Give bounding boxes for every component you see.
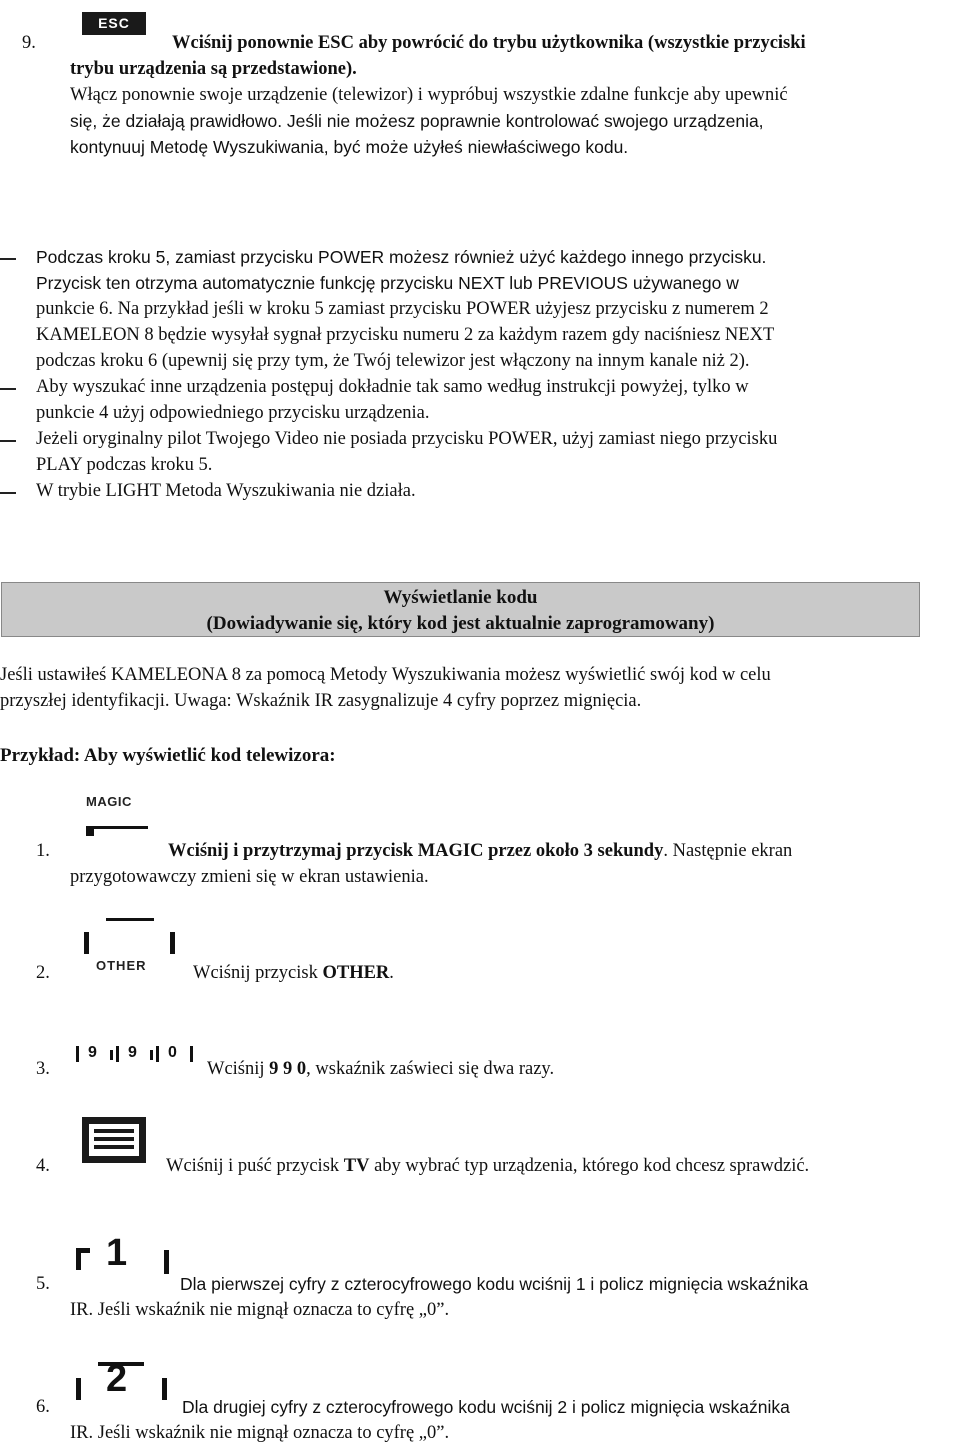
step-3-text bbox=[207, 1056, 554, 1082]
step-9-line-4: się, że działają prawidłowo. Jeśli nie możesz poprawnie kontrolować swojego urządzenia, bbox=[70, 111, 764, 131]
step-4-number: 4. bbox=[36, 1156, 50, 1176]
note-1-line-4: KAMELEON 8 będzie wysyłał sygnał przycisku numeru 2 za każdym razem gdy naciśniesz NEXT bbox=[36, 325, 775, 345]
step-4-bold: TV bbox=[343, 1156, 370, 1176]
other-key-label: OTHER bbox=[96, 958, 147, 973]
note-1-line-5: podczas kroku 6 (upewnij się przy tym, że Twój telewizor jest włączony na innym kanale niż 2). bbox=[36, 351, 750, 371]
step-2-pre: Wciśnij przycisk bbox=[193, 963, 323, 983]
step-5-line-1: Dla pierwszej cyfry z czterocyfrowego kodu wciśnij 1 i policz mignięcia wskaźnika bbox=[180, 1274, 809, 1294]
step-3-pre: Wciśnij bbox=[207, 1059, 270, 1079]
step-9-number: 9. bbox=[22, 33, 36, 53]
step-9-bold-line-2: trybu urządzenia są przedstawione). bbox=[70, 59, 357, 79]
esc-key-label: ESC bbox=[98, 15, 130, 31]
step-4-pre: Wciśnij i puść przycisk bbox=[166, 1156, 344, 1176]
step-6-line-2: IR. Jeśli wskaźnik nie mignął oznacza to cyfrę „0”. bbox=[70, 1423, 450, 1443]
step-1-rest: . Następnie ekran bbox=[663, 841, 793, 861]
step-3-number: 3. bbox=[36, 1059, 50, 1079]
note-4-line-1: W trybie LIGHT Metoda Wyszukiwania nie działa. bbox=[36, 481, 416, 501]
dash-bullet bbox=[0, 492, 16, 494]
step-3-post: , wskaźnik zaświeci się dwa razy. bbox=[306, 1059, 555, 1079]
step-9-line-5: kontynuuj Metodę Wyszukiwania, być może użyłeś niewłaściwego kodu. bbox=[70, 137, 629, 157]
note-1-line-3: punkcie 6. Na przykład jeśli w kroku 5 zamiast przycisku POWER użyjesz przycisku z numerem 2 bbox=[36, 299, 769, 319]
step-5-line-2: IR. Jeśli wskaźnik nie mignął oznacza to cyfrę „0”. bbox=[70, 1300, 450, 1320]
note-3-line-1: Jeżeli oryginalny pilot Twojego Video nie posiada przycisku POWER, użyj zamiast niego przycisku bbox=[36, 429, 778, 449]
esc-key-icon bbox=[82, 4, 146, 35]
digit-key-2-label: 2 bbox=[106, 1358, 128, 1400]
banner-title: Wyświetlanie kodu bbox=[383, 587, 538, 608]
note-2-line-1: Aby wyszukać inne urządzenia postępuj dokładnie tak samo według instrukcji powyżej, tylko w bbox=[36, 377, 749, 397]
digit-key-2-icon bbox=[76, 1358, 172, 1402]
step-9-line-3: Włącz ponownie swoje urządzenie (telewizor) i wypróbuj wszystkie zdalne funkcje aby upewnić bbox=[70, 85, 788, 105]
step-2-text bbox=[193, 960, 394, 986]
step-5-number: 5. bbox=[36, 1274, 50, 1294]
banner-subtitle: (Dowiadywanie się, który kod jest aktualnie zaprogramowany) bbox=[206, 613, 715, 634]
step-4-text bbox=[166, 1153, 809, 1179]
step-1-text bbox=[168, 838, 792, 864]
magic-key-label: MAGIC bbox=[86, 794, 132, 809]
digit-key-9-label: 9 bbox=[88, 1044, 97, 1061]
step-1-bold: Wciśnij i przytrzymaj przycisk MAGIC przez około 3 sekundy bbox=[168, 841, 664, 861]
intro-line-2: przyszłej identyfikacji. Uwaga: Wskaźnik IR zasygnalizuje 4 cyfry poprzez mignięcia. bbox=[0, 691, 642, 711]
magic-key-icon bbox=[86, 826, 148, 829]
digit-key-1-label: 1 bbox=[106, 1232, 128, 1274]
intro-line-1: Jeśli ustawiłeś KAMELEONA 8 za pomocą Metody Wyszukiwania możesz wyświetlić swój kod w celu bbox=[0, 665, 771, 685]
step-2-post: . bbox=[389, 963, 394, 983]
step-2-number: 2. bbox=[36, 963, 50, 983]
dash-bullet bbox=[0, 440, 16, 442]
section-banner bbox=[1, 582, 920, 637]
other-key-icon bbox=[84, 918, 178, 973]
tv-key-icon bbox=[82, 1117, 146, 1163]
note-2-line-2: punkcie 4 użyj odpowiedniego przycisku urządzenia. bbox=[36, 403, 430, 423]
step-3-bold: 9 9 0 bbox=[269, 1059, 307, 1079]
note-1-line-2: Przycisk ten otrzyma automatycznie funkcję przycisku NEXT lub PREVIOUS używanego w bbox=[36, 273, 739, 293]
step-6-number: 6. bbox=[36, 1397, 50, 1417]
digit-key-0-label: 0 bbox=[168, 1044, 177, 1061]
note-1-line-1: Podczas kroku 5, zamiast przycisku POWER możesz również użyć każdego innego przycisku. bbox=[36, 247, 767, 267]
note-3-line-2: PLAY podczas kroku 5. bbox=[36, 455, 213, 475]
step-1-number: 1. bbox=[36, 841, 50, 861]
step-2-bold: OTHER bbox=[322, 963, 390, 983]
dash-bullet bbox=[0, 388, 16, 390]
step-6-line-1: Dla drugiej cyfry z czterocyfrowego kodu wciśnij 2 i policz mignięcia wskaźnika bbox=[182, 1397, 790, 1417]
step-1-line-2: przygotowawczy zmieni się w ekran ustawienia. bbox=[70, 867, 429, 887]
digit-key-9b-label: 9 bbox=[128, 1044, 137, 1061]
step-9-bold-line-1: Wciśnij ponownie ESC aby powrócić do trybu użytkownika (wszystkie przyciski bbox=[172, 33, 806, 53]
dash-bullet bbox=[0, 258, 16, 260]
digit-key-1-icon bbox=[76, 1232, 172, 1280]
step-4-post: aby wybrać typ urządzenia, którego kod chcesz sprawdzić. bbox=[369, 1156, 810, 1176]
digit-keys-990-icon bbox=[76, 1046, 194, 1064]
example-heading: Przykład: Aby wyświetlić kod telewizora: bbox=[0, 745, 336, 766]
